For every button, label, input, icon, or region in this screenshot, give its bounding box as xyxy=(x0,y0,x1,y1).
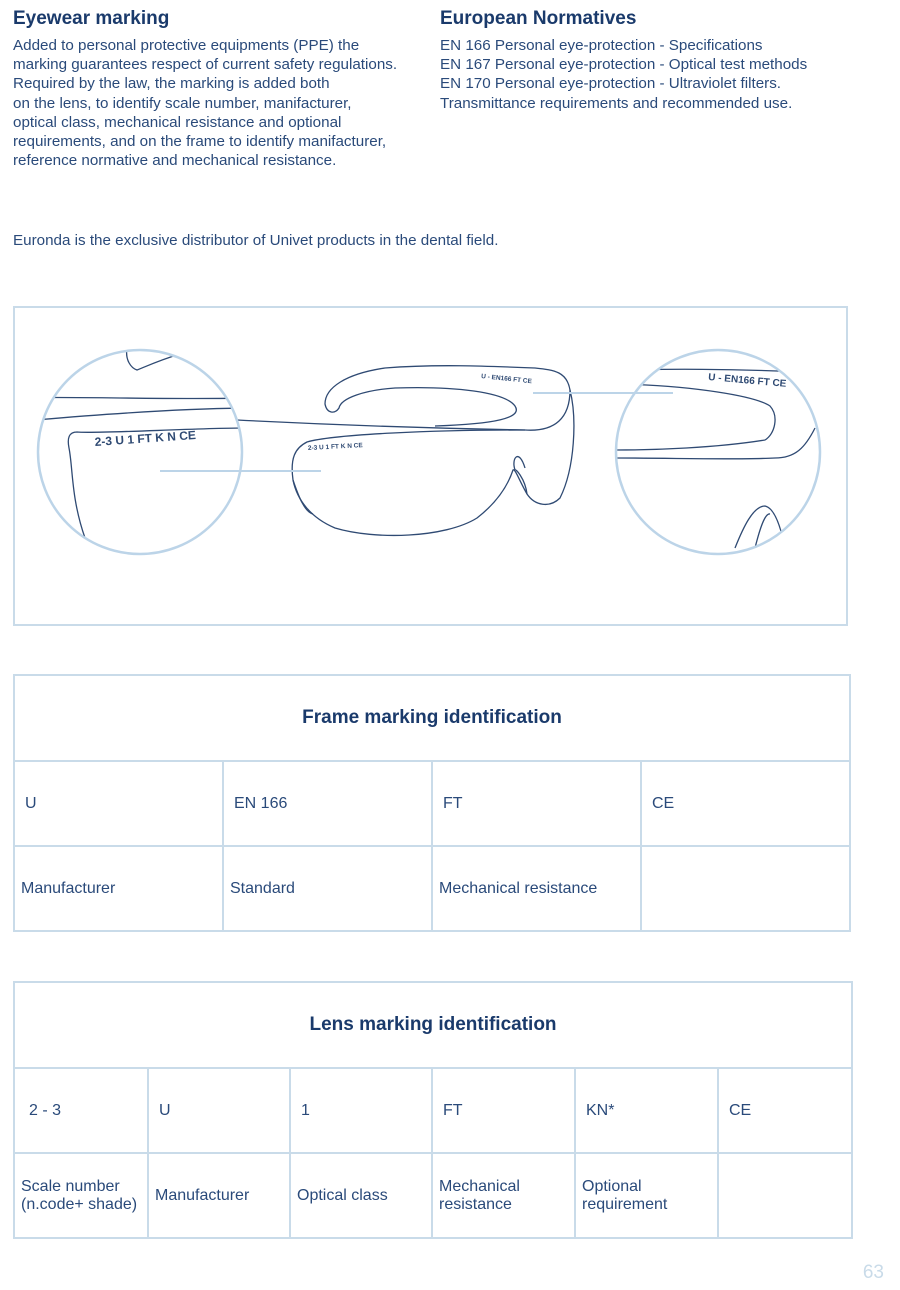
text-line: on the lens, to identify scale number, manifacturer, xyxy=(13,94,352,112)
distributor-note: Euronda is the exclusive distributor of Univet products in the dental field. xyxy=(13,232,499,249)
text-line: Required by the law, the marking is added both xyxy=(13,75,330,93)
text-line: EN 170 Personal eye-protection - Ultraviolet filters. xyxy=(440,75,782,93)
small-lens-marking: 2-3 U 1 FT K N CE xyxy=(307,442,363,452)
lens-code-cell: CE xyxy=(718,1068,852,1153)
lens-meaning-cell: Mechanical resistance xyxy=(432,1153,575,1238)
frame-meaning-cell: Manufacturer xyxy=(14,846,223,931)
lens-code-cell: U xyxy=(148,1068,290,1153)
text-line: EN 166 Personal eye-protection - Specifications xyxy=(440,37,763,54)
frame-code-cell: EN 166 xyxy=(223,761,432,846)
small-frame-marking: U - EN166 FT CE xyxy=(480,373,533,386)
text-line: EN 167 Personal eye-protection - Optical test methods xyxy=(440,56,808,74)
lens-meaning-cell: Scale number (n.code+ shade) xyxy=(14,1153,148,1238)
frame-meaning-cell: Mechanical resistance xyxy=(432,846,641,931)
table-row xyxy=(14,1153,852,1238)
lens-code-cell: KN* xyxy=(575,1068,718,1153)
table-row xyxy=(14,846,850,931)
european-normatives-text xyxy=(440,36,880,113)
text-line: marking guarantees respect of current safety regulations. xyxy=(13,56,398,74)
text-line: optical class, mechanical resistance and optional xyxy=(13,113,342,131)
frame-code-cell: FT xyxy=(432,761,641,846)
lens-code-cell: 1 xyxy=(290,1068,432,1153)
table-row xyxy=(14,761,850,846)
page-number: 63 xyxy=(862,1262,884,1283)
glasses-illustration xyxy=(15,308,850,628)
text-line: reference normative and mechanical resistance. xyxy=(13,152,337,170)
lens-meaning-cell: Optical class xyxy=(290,1153,432,1238)
lens-magnifier xyxy=(15,348,255,554)
eyewear-marking-section xyxy=(13,8,433,170)
eyewear-marking-title: Eyewear marking xyxy=(13,8,170,29)
lens-marking: 2-3 U 1 FT K N CE xyxy=(94,427,197,449)
frame-table-title: Frame marking identification xyxy=(14,675,850,761)
frame-code-cell: CE xyxy=(641,761,850,846)
european-normatives-title: European Normatives xyxy=(440,8,637,29)
frame-meaning-cell: Standard xyxy=(223,846,432,931)
lens-code-cell: FT xyxy=(432,1068,575,1153)
text-line: requirements, and on the frame to identify manifacturer, xyxy=(13,133,387,151)
lens-marking-table xyxy=(13,981,853,1239)
table-row xyxy=(14,1068,852,1153)
frame-magnifier xyxy=(615,350,820,554)
european-normatives-section xyxy=(440,8,880,113)
frame-marking: U - EN166 FT CE xyxy=(707,372,787,390)
eyewear-diagram xyxy=(13,306,848,626)
frame-meaning-cell xyxy=(641,846,850,931)
lens-code-cell: 2 - 3 xyxy=(14,1068,148,1153)
frame-code-cell: U xyxy=(14,761,223,846)
lens-meaning-cell: Manufacturer xyxy=(148,1153,290,1238)
lens-table-title: Lens marking identification xyxy=(14,982,852,1068)
eyewear-marking-text xyxy=(13,36,433,170)
frame-marking-table xyxy=(13,674,851,932)
lens-meaning-cell: Optional requirement xyxy=(575,1153,718,1238)
glasses-outline xyxy=(237,366,574,536)
text-line: Added to personal protective equipments (PPE) the xyxy=(13,37,360,54)
lens-meaning-cell xyxy=(718,1153,852,1238)
text-line: Transmittance requirements and recommended use. xyxy=(440,94,793,112)
